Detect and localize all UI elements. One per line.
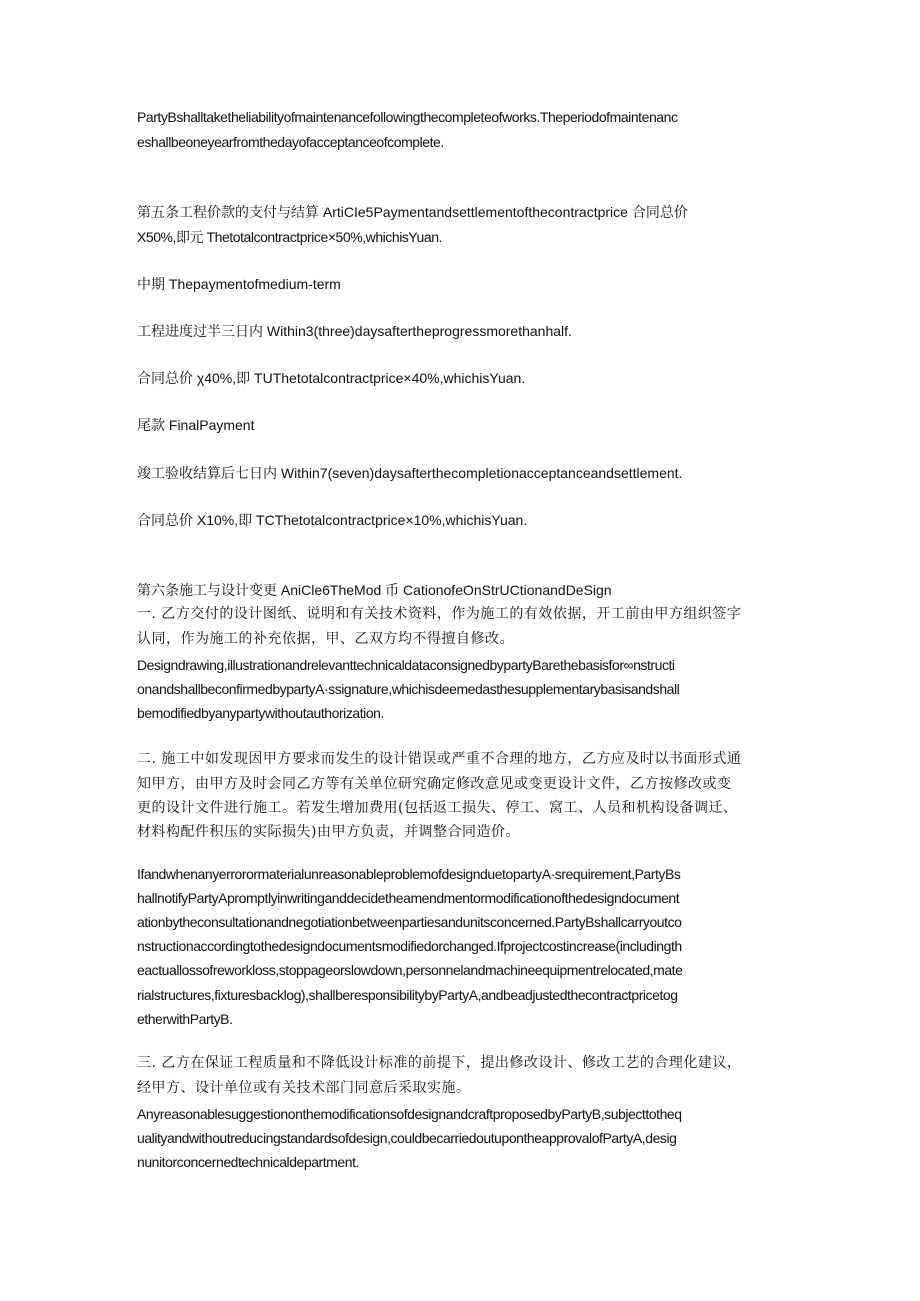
item2-en-line-2: hallnotifyPartyApromptlyinwritinganddecidetheamendmentormodificationofthedesigndocument	[137, 890, 680, 906]
item3-en-line-1: AnyreasonablesuggestiononthemodificationsofdesignandcraftproposedbyPartyB,subjecttotheq	[137, 1106, 682, 1122]
item3-zh-line-2: 经甲方、设计单位或有关技术部门同意后采取实施。	[137, 1080, 471, 1096]
article5-heading-line-1: 第五条工程价款的支付与结算 ArtiCIe5Paymentandsettlementofthecontractprice 合同总价	[137, 204, 688, 220]
item1-zh-line-2: 认同，作为施工的补充依据，甲、乙双方均不得擅自修改。	[137, 631, 514, 647]
item1-en-line-3: bemodifiedbyanypartywithoutauthorization.	[137, 705, 384, 721]
progress-line: 工程进度过半三日内 Within3(three)daysaftertheprogressmorethanhalf.	[137, 323, 572, 339]
item3-en-line-3: nunitorconcernedtechnicaldepartment.	[137, 1154, 359, 1170]
item2-en-line-1: IfandwhenanyerrorormaterialunreasonableproblemofdesignduetopartyA·srequirement,PartyBs	[137, 866, 681, 882]
item2-zh-line-2: 知甲方，由甲方及时会同乙方等有关单位研究确定修改意见或变更设计文件，乙方按修改或变	[137, 776, 732, 792]
price-40-line: 合同总价 χ40%,即 TUThetotalcontractprice×40%,whichisYuan.	[137, 370, 526, 386]
item1-en-line-1: Designdrawing,illustrationandrelevanttechnicaldataconsignedbypartyBarethebasisfor∞nstructi	[137, 657, 675, 673]
article5-heading-line-2: X50%,即元 Thetotalcontractprice×50%,whichisYuan.	[137, 229, 442, 245]
item2-zh-line-1: 二. 施工中如发现因甲方要求而发生的设计错误或严重不合理的地方，乙方应及时以书面形式通	[137, 751, 742, 767]
item3-en-line-2: ualityandwithoutreducingstandardsofdesign,couldbecarriedoutupontheapprovalofPartyA,desig	[137, 1130, 677, 1146]
item1-en-line-2: onandshallbeconfirmedbypartyA·ssignature,whichisdeemedasthesupplementarybasisandshall	[137, 681, 680, 697]
item2-en-line-6: rialstructures,fixturesbacklog),shallberesponsibilitybyPartyA,andbeadjustedthecontractpricetog	[137, 987, 678, 1003]
price-10-line: 合同总价 X10%,即 TCThetotalcontractprice×10%,whichisYuan.	[137, 512, 528, 528]
item3-zh-line-1: 三. 乙方在保证工程质量和不降低设计标准的前提下，提出修改设计、修改工艺的合理化建议，	[137, 1055, 742, 1071]
medium-term-line: 中期 Thepaymentofmedium-term	[137, 276, 341, 292]
item2-en-line-5: eactuallossofreworkloss,stoppageorslowdown,personnelandmachineequipmentrelocated,mate	[137, 962, 683, 978]
maintenance-line-1: PartyBshalltaketheliabilityofmaintenancefollowingthecompleteofworks.Theperiodofmaintenanc	[137, 109, 678, 125]
maintenance-line-2: eshallbeoneyearfromthedayofacceptanceofcomplete.	[137, 134, 444, 150]
item1-zh-line-1: 一. 乙方交付的设计图纸、说明和有关技术资料，作为施工的有效依据，开工前由甲方组织签字	[137, 606, 742, 622]
completion-line: 竣工验收结算后七日内 Within7(seven)daysafterthecompletionacceptanceandsettlement.	[137, 465, 683, 481]
item2-zh-line-3: 更的设计文件进行施工。若发生增加费用(包括返工损失、停工、窝工、人员和机构设备调迁、	[137, 800, 738, 816]
item2-en-line-3: ationbytheconsultationandnegotiationbetweenpartiesandunitsconcerned.PartyBshallcarryoutco	[137, 914, 682, 930]
final-payment-line: 尾款 FinalPayment	[137, 417, 255, 433]
article6-heading: 第六条施工与设计变更 AniCle6TheMod 币 CationofeOnStrUCtionandDeSign	[137, 582, 612, 598]
item2-zh-line-4: 材料构配件积压的实际损失)由甲方负责，并调整合同造价。	[137, 824, 520, 840]
item2-en-line-7: etherwithPartyB.	[137, 1011, 233, 1027]
item2-en-line-4: nstructionaccordingtothedesigndocumentsmodifiedorchanged.Ifprojectcostincrease(includingth	[137, 938, 682, 954]
